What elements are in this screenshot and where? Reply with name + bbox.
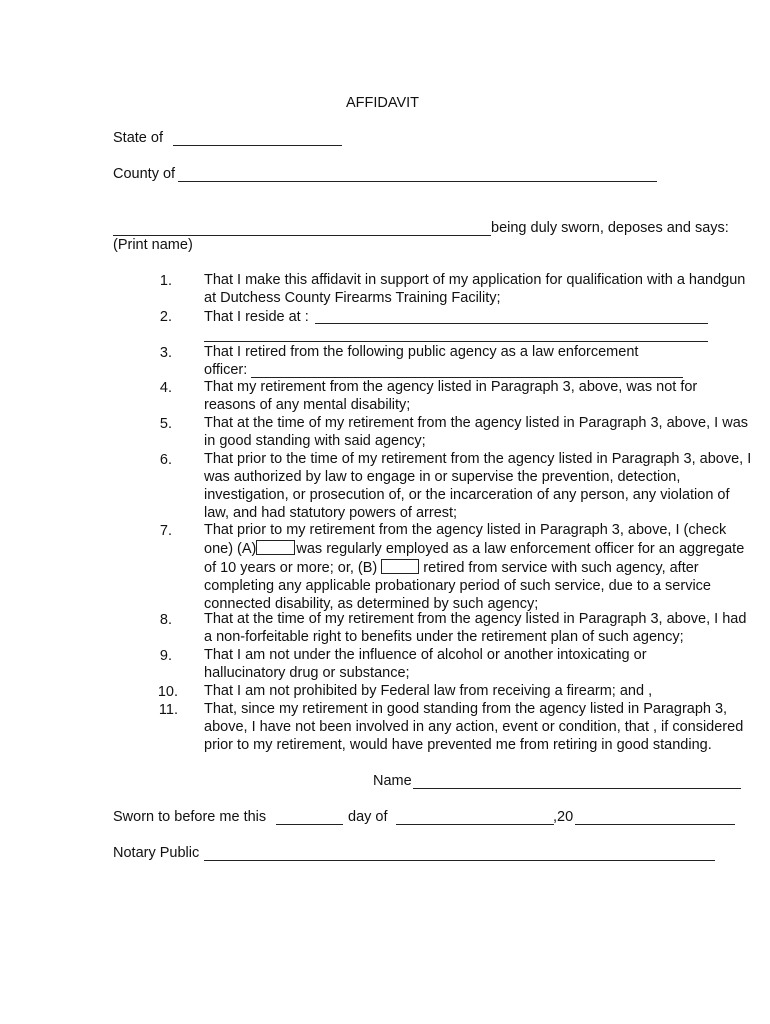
- item-number: 10.: [157, 684, 178, 700]
- item-number: 9.: [159, 648, 172, 664]
- county-label: County of: [113, 166, 176, 182]
- item-number: 11.: [158, 702, 178, 718]
- item-text: That I reside at :: [204, 309, 309, 325]
- sworn-before-label: Sworn to before me this: [113, 809, 267, 825]
- item-number: 3.: [159, 345, 172, 361]
- item-7-part-b: was regularly employed as a law enforcement officer for an aggregate of 10 years or more; or, (B): [204, 540, 745, 576]
- year-prefix: ,20: [553, 809, 574, 825]
- item-7-part-a: That prior to my retirement from the agency listed in Paragraph 3, above, I (check one) (A): [204, 522, 727, 557]
- day-of-label: day of: [348, 809, 388, 825]
- item-7-part-c: retired from service with such agency, after completing any applicable probationary period of such service, due to a service connected disability, as determined by such agency;: [204, 559, 711, 612]
- item-text: [204, 522, 754, 614]
- checkbox-option-a[interactable]: [256, 540, 295, 555]
- item-text: That, since my retirement in good standing from the agency listed in Paragraph 3, above, I have not been involved in any action, event or condition, that , if considered prior to my retirement, would have prevented me from retiring in good standing.: [204, 701, 744, 753]
- residence-field-line-2[interactable]: [204, 341, 708, 342]
- residence-field[interactable]: [315, 323, 708, 324]
- checkbox-option-b[interactable]: [381, 559, 419, 574]
- item-number: 5.: [159, 416, 172, 432]
- item-number: 4.: [159, 380, 172, 396]
- notary-field[interactable]: [204, 860, 715, 861]
- year-field[interactable]: [575, 824, 735, 825]
- item-number: 8.: [159, 612, 172, 628]
- item-number: 1.: [159, 273, 172, 289]
- item-number: 7.: [159, 523, 172, 539]
- agency-field[interactable]: [251, 377, 683, 378]
- item-text: That I am not under the influence of alcohol or another intoxicating or hallucinatory drug or substance;: [204, 647, 647, 681]
- state-field[interactable]: [173, 145, 342, 146]
- item-text: That I am not prohibited by Federal law from receiving a firearm; and ,: [204, 683, 653, 699]
- month-field[interactable]: [396, 824, 554, 825]
- notary-label: Notary Public: [113, 845, 200, 861]
- print-name-label: (Print name): [113, 237, 193, 253]
- item-number: 6.: [159, 452, 172, 468]
- item-text: That prior to the time of my retirement from the agency listed in Paragraph 3, above, I was authorized by law to engage in or supervise the prevention, detection, investigation, or prosecution of, or the incarceration of any person, any violation of law, and had statutory powers of arrest;: [204, 451, 752, 521]
- item-text: That my retirement from the agency listed in Paragraph 3, above, was not for reasons of any mental disability;: [204, 379, 698, 413]
- item-text: That at the time of my retirement from the agency listed in Paragraph 3, above, I had a non-forfeitable right to benefits under the retirement plan of such agency;: [204, 611, 747, 645]
- county-field[interactable]: [178, 181, 657, 182]
- sworn-statement: being duly sworn, deposes and says:: [491, 220, 729, 236]
- state-label: State of: [113, 130, 163, 146]
- name-signature-field[interactable]: [413, 788, 741, 789]
- item-number: 2.: [159, 309, 172, 325]
- item-text: That at the time of my retirement from the agency listed in Paragraph 3, above, I was in good standing with said agency;: [204, 415, 749, 449]
- document-title: AFFIDAVIT: [346, 95, 420, 111]
- name-label: Name: [373, 773, 412, 789]
- item-text: That I make this affidavit in support of my application for qualification with a handgun at Dutchess County Firearms Training Facility;: [204, 272, 746, 306]
- day-field[interactable]: [276, 824, 343, 825]
- item-text: That I retired from the following public agency as a law enforcement officer:: [204, 344, 639, 378]
